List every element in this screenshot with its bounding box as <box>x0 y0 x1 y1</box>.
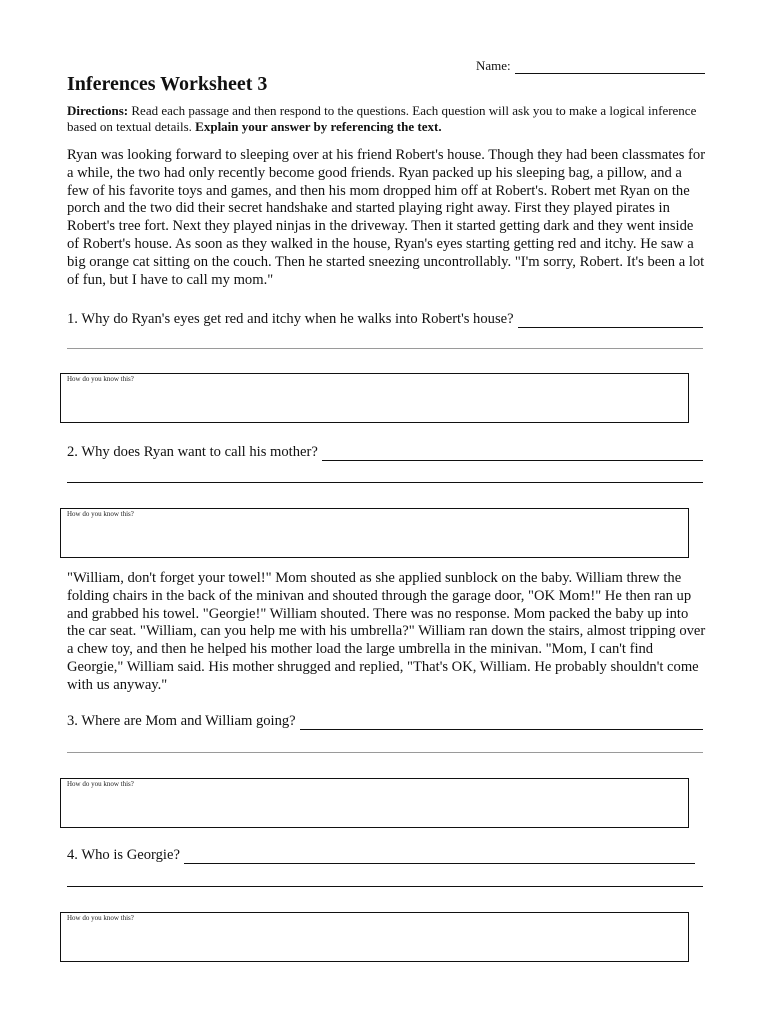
question-2 <box>67 444 703 461</box>
name-field[interactable] <box>476 58 705 74</box>
name-line[interactable] <box>515 61 705 74</box>
directions-label: Directions: <box>67 103 129 118</box>
question-4-extra-line[interactable] <box>67 886 703 887</box>
question-2-text: 2. Why does Ryan want to call his mother? <box>67 444 318 460</box>
passage-2: "William, don't forget your towel!" Mom shouted as she applied sunblock on the baby. William threw the folding chairs in the back of the minivan and shouted through the garage door, "OK Mom!" He then ran up and grabbed his towel. "Georgie!" William shouted. There was no response. Mom packed the baby up into the car seat. "William, can you help me with his umbrella?" William ran down the stairs, almost tripping over a chew toy, and then he helped his mother load the large umbrella in the minivan. "Mom, I can't find Georgie," William said. His mother shrugged and replied, "That's OK, William. He probably shouldn't come with us anyway." <box>67 570 706 693</box>
question-3-text: 3. Where are Mom and William going? <box>67 713 296 729</box>
directions-text: Read each passage and then respond to the questions. Each question will ask you to make a logical inference based on textual details. <box>67 103 697 134</box>
question-1-text: 1. Why do Ryan's eyes get red and itchy when he walks into Robert's house? <box>67 311 514 327</box>
question-4-evidence-box[interactable] <box>60 912 689 962</box>
question-1 <box>67 311 703 328</box>
directions <box>67 103 707 135</box>
evidence-box-label: How do you know this? <box>67 375 134 383</box>
directions-emphasis: Explain your answer by referencing the text. <box>195 119 442 134</box>
question-1-extra-line[interactable] <box>67 348 703 349</box>
evidence-box-label: How do you know this? <box>67 914 134 922</box>
question-3-extra-line[interactable] <box>67 752 703 753</box>
question-2-evidence-box[interactable] <box>60 508 689 558</box>
question-4-answer-line[interactable] <box>184 849 695 864</box>
question-3-evidence-box[interactable] <box>60 778 689 828</box>
evidence-box-label: How do you know this? <box>67 780 134 788</box>
question-3 <box>67 713 703 730</box>
question-4-text: 4. Who is Georgie? <box>67 847 180 863</box>
question-1-answer-line[interactable] <box>518 313 703 328</box>
question-4 <box>67 847 695 864</box>
question-2-answer-line[interactable] <box>322 446 703 461</box>
question-1-evidence-box[interactable] <box>60 373 689 423</box>
name-label: Name: <box>476 58 511 73</box>
worksheet-title: Inferences Worksheet 3 <box>67 73 268 95</box>
question-2-extra-line[interactable] <box>67 482 703 483</box>
passage-1: Ryan was looking forward to sleeping over at his friend Robert's house. Though they had been classmates for a while, the two had only recently become good friends. Ryan packed up his sleeping bag, a pillow, and a few of his favorite toys and games, and then his mom dropped him off at Robert's. Robert met Ryan on the porch and the two did their secret handshake and started playing right away. First they played pirates in Robert's tree fort. Next they played ninjas in the driveway. Then it started getting dark and they went inside of Robert's house. As soon as they walked in the house, Ryan's eyes starting getting red and itchy. He saw a big orange cat sitting on the couch. Then he started sneezing uncontrollably. "I'm sorry, Robert. It's been a lot of fun, but I have to call my mom." <box>67 147 706 288</box>
evidence-box-label: How do you know this? <box>67 510 134 518</box>
question-3-answer-line[interactable] <box>300 715 703 730</box>
